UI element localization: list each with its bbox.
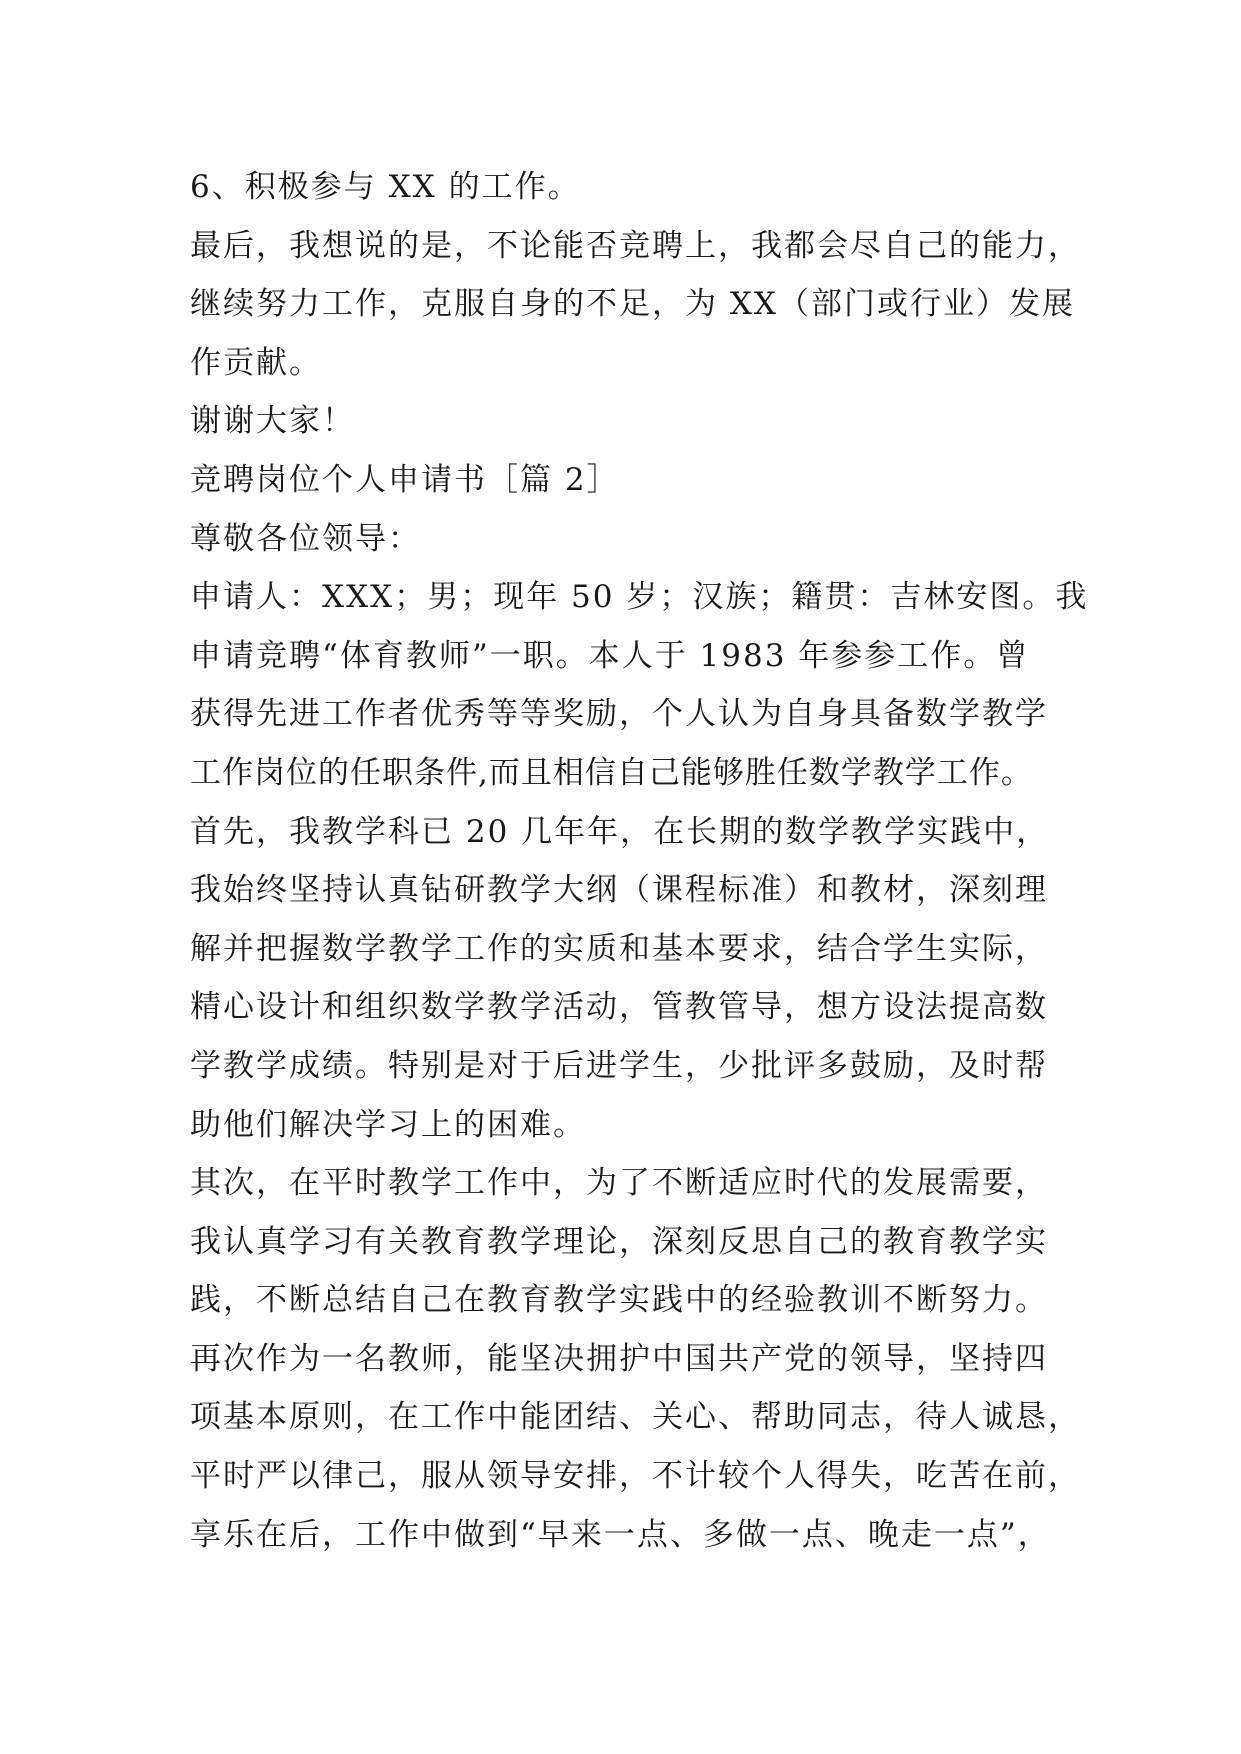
text-line: 申请竞聘“体育教师”一职。本人于 1983 年参参工作。曾 bbox=[190, 637, 1030, 674]
text-line: 项基本原则，在工作中能团结、关心、帮助同志，待人诚恳， bbox=[190, 1399, 1081, 1436]
text-line: 获得先进工作者优秀等等奖励，个人认为自身具备数学教学 bbox=[190, 696, 1048, 733]
text-line: 工作岗位的任职条件,而且相信自己能够胜任数学教学工作。 bbox=[190, 754, 1033, 791]
text-line: 作贡献。 bbox=[190, 344, 322, 381]
text-line: 践，不断总结自己在教育教学实践中的经验教训不断努力。 bbox=[190, 1282, 1048, 1319]
text-line: 享乐在后，工作中做到“早来一点、多做一点、晚走一点”， bbox=[190, 1516, 1051, 1553]
text-line: 再次作为一名教师，能坚决拥护中国共产党的领导，坚持四 bbox=[190, 1340, 1048, 1377]
salutation: 尊敬各位领导： bbox=[190, 520, 421, 557]
text-line: 其次，在平时教学工作中，为了不断适应时代的发展需要， bbox=[190, 1165, 1048, 1202]
text-line: 解并把握数学教学工作的实质和基本要求，结合学生实际， bbox=[190, 930, 1048, 967]
text-line: 平时严以律己，服从领导安排，不计较个人得失，吃苦在前， bbox=[190, 1458, 1081, 1495]
text-line: 最后，我想说的是，不论能否竞聘上，我都会尽自己的能力， bbox=[190, 227, 1081, 264]
text-line: 精心设计和组织数学教学活动，管教管导，想方设法提高数 bbox=[190, 989, 1048, 1026]
document-body bbox=[190, 158, 1089, 1564]
text-line: 首先，我教学科已 20 几年年，在长期的数学教学实践中， bbox=[190, 813, 1050, 850]
text-line: 6、积极参与 XX 的工作。 bbox=[190, 169, 581, 205]
text-line: 学教学成绩。特别是对于后进学生，少批评多鼓励，及时帮 bbox=[190, 1047, 1048, 1084]
text-line: 谢谢大家！ bbox=[190, 403, 355, 440]
text-line: 继续努力工作，克服自身的不足，为 XX（部门或行业）发展 bbox=[190, 286, 1075, 323]
text-line: 我始终坚持认真钻研教学大纲（课程标准）和教材，深刻理 bbox=[190, 872, 1048, 909]
section-title: 竞聘岗位个人申请书［篇 2］ bbox=[190, 461, 620, 498]
text-line: 申请人：XXX；男；现年 50 岁；汉族；籍贯：吉林安图。我 bbox=[190, 579, 1089, 616]
text-line: 助他们解决学习上的困难。 bbox=[190, 1106, 586, 1143]
text-line: 我认真学习有关教育教学理论，深刻反思自己的教育教学实 bbox=[190, 1223, 1048, 1260]
